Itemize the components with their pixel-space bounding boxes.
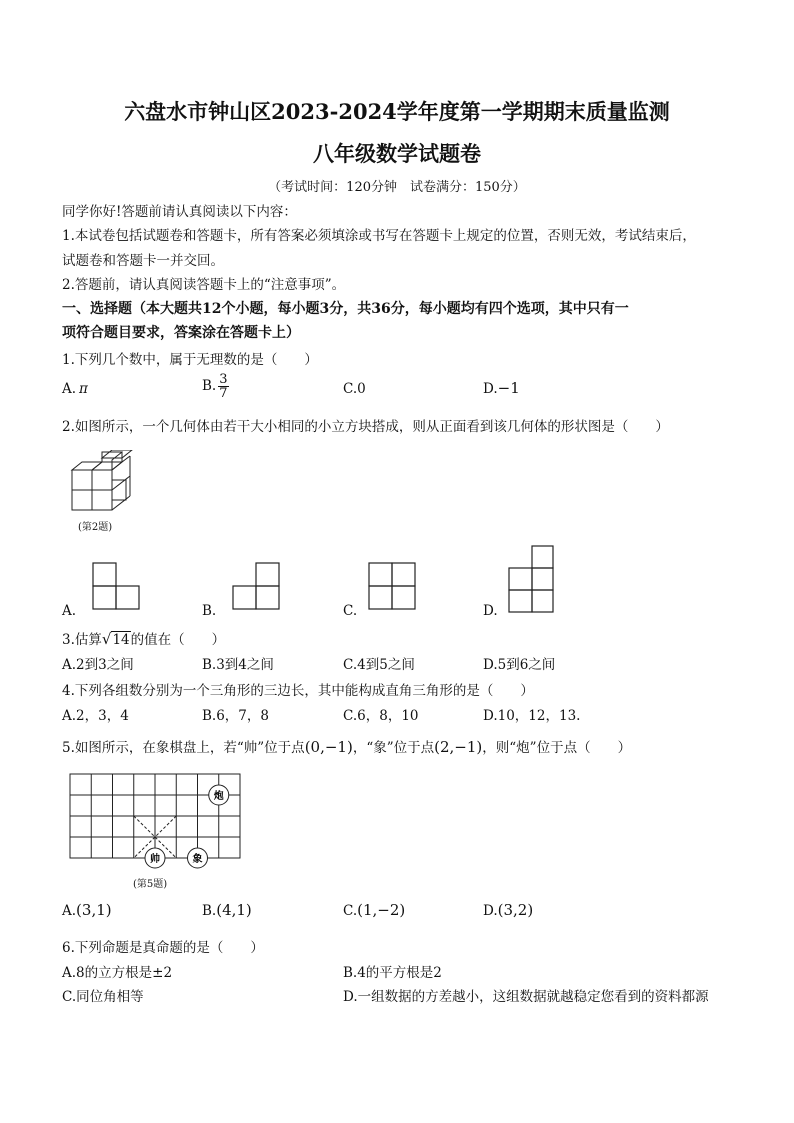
q4-option-a[interactable]: A.2，3，4 xyxy=(62,708,129,724)
option-label: B. xyxy=(202,903,217,919)
option-value: −1 xyxy=(497,379,520,397)
radicand: 14 xyxy=(112,632,130,648)
q3-option-c[interactable]: C.4到5之间 xyxy=(343,657,415,673)
intro-greeting: 同学你好!答题前请认真阅读以下内容： xyxy=(62,204,297,220)
chess-piece-xiang xyxy=(188,848,208,868)
option-label: A. xyxy=(62,381,77,397)
q1-option-b[interactable] xyxy=(202,373,229,400)
q2-option-c-label[interactable]: C. xyxy=(343,603,358,619)
coord-xiang: (2,−1) xyxy=(434,738,483,756)
fraction xyxy=(218,373,228,400)
section-heading: 一、选择题（本大题共12个小题，每小题3分，共36分，每小题均有四个选项，其中只有一 xyxy=(62,301,629,317)
stem-text: ，“象”位于点 xyxy=(352,740,435,756)
q4-option-b[interactable]: B.6，7，8 xyxy=(202,708,269,724)
q6-option-c[interactable]: C.同位角相等 xyxy=(62,989,144,1005)
q4-option-c[interactable]: C.6，8，10 xyxy=(343,708,419,724)
stem-text: 3.估算 xyxy=(62,632,102,648)
section-heading-cont: 项符合题目要求，答案涂在答题卡上） xyxy=(62,325,300,341)
q2-option-a-figure[interactable] xyxy=(92,562,142,612)
option-value: (3,2) xyxy=(497,901,534,919)
q2-option-d-figure[interactable] xyxy=(508,545,558,615)
option-label: D. xyxy=(483,903,498,919)
intro-rule-1-cont: 试题卷和答题卡一并交回。 xyxy=(62,253,224,269)
exam-subject-title: 八年级数学试题卷 xyxy=(313,141,481,166)
chess-piece-pao xyxy=(209,785,229,805)
q6-option-d[interactable]: D.一组数据的方差越小，这组数据就越稳定您看到的资料都源 xyxy=(343,989,709,1005)
intro-rule-1: 1.本试卷包括试题卷和答题卡，所有答案必须填涂或书写在答题卡上规定的位置，否则无效，考试结束后， xyxy=(62,228,696,244)
option-label: A. xyxy=(62,903,77,919)
sqrt-sign: √ xyxy=(101,630,112,648)
denominator: 7 xyxy=(219,386,228,401)
q1-option-c[interactable]: C.0 xyxy=(343,381,366,397)
exam-info: （考试时间：120分钟 试卷满分：150分） xyxy=(268,180,526,195)
q2-option-b-figure[interactable] xyxy=(232,562,282,612)
q1-option-a[interactable] xyxy=(62,381,88,397)
q5-option-c[interactable] xyxy=(343,901,405,919)
option-label: B. xyxy=(202,378,217,394)
q2-option-d-label[interactable]: D. xyxy=(483,603,498,619)
option-value: (4,1) xyxy=(216,901,252,919)
q3-option-d[interactable]: D.5到6之间 xyxy=(483,657,556,673)
q2-option-b-label[interactable]: B. xyxy=(202,603,217,619)
q4-option-d[interactable]: D.10，12，13. xyxy=(483,708,581,724)
chess-board-figure xyxy=(66,770,248,876)
exam-title: 六盘水市钟山区2023-2024学年度第一学期期末质量监测 xyxy=(124,99,670,124)
question-3-stem xyxy=(62,628,225,648)
question-4-stem: 4.下列各组数分别为一个三角形的三边长，其中能构成直角三角形的是（ ） xyxy=(62,683,534,699)
option-label: C. xyxy=(343,903,358,919)
stem-text: ，则“炮”位于点（ ） xyxy=(482,740,632,756)
numerator: 3 xyxy=(219,372,228,387)
option-value: π xyxy=(79,381,88,397)
chess-piece-shuai xyxy=(145,848,165,868)
q6-option-b[interactable]: B.4的平方根是2 xyxy=(343,965,442,981)
xiang-label: 象 xyxy=(192,854,203,865)
figure-5-caption: (第5题) xyxy=(133,879,168,890)
option-label: D. xyxy=(483,381,498,397)
q3-option-a[interactable]: A.2到3之间 xyxy=(62,657,134,673)
q1-option-d[interactable] xyxy=(483,379,520,397)
question-1-stem: 1.下列几个数中，属于无理数的是（ ） xyxy=(62,352,318,368)
q2-option-c-figure[interactable] xyxy=(368,562,418,612)
q5-option-a[interactable] xyxy=(62,901,112,919)
q6-option-a[interactable]: A.8的立方根是±2 xyxy=(62,965,173,981)
stem-text: 的值在（ ） xyxy=(130,632,226,648)
intro-rule-2: 2.答题前，请认真阅读答题卡上的“注意事项”。 xyxy=(62,277,346,293)
stem-text: 5.如图所示，在象棋盘上，若“帅”位于点 xyxy=(62,740,305,756)
figure-2-caption: (第2题) xyxy=(78,522,113,533)
question-2-stem: 2.如图所示，一个几何体由若干大小相同的小立方块搭成，则从正面看到该几何体的形状图是（ ） xyxy=(62,419,669,435)
cube-stack-figure xyxy=(68,450,138,516)
option-value: (3,1) xyxy=(76,901,112,919)
question-6-stem: 6.下列命题是真命题的是（ ） xyxy=(62,940,264,956)
shuai-label: 帅 xyxy=(150,854,160,865)
option-value: (1,−2) xyxy=(357,901,406,919)
question-5-stem xyxy=(62,736,631,756)
pao-label: 炮 xyxy=(213,791,224,802)
coord-shuai: (0,−1) xyxy=(304,738,353,756)
q5-option-d[interactable] xyxy=(483,901,533,919)
q5-option-b[interactable] xyxy=(202,901,252,919)
q3-option-b[interactable]: B.3到4之间 xyxy=(202,657,274,673)
q2-option-a-label[interactable]: A. xyxy=(62,603,77,619)
